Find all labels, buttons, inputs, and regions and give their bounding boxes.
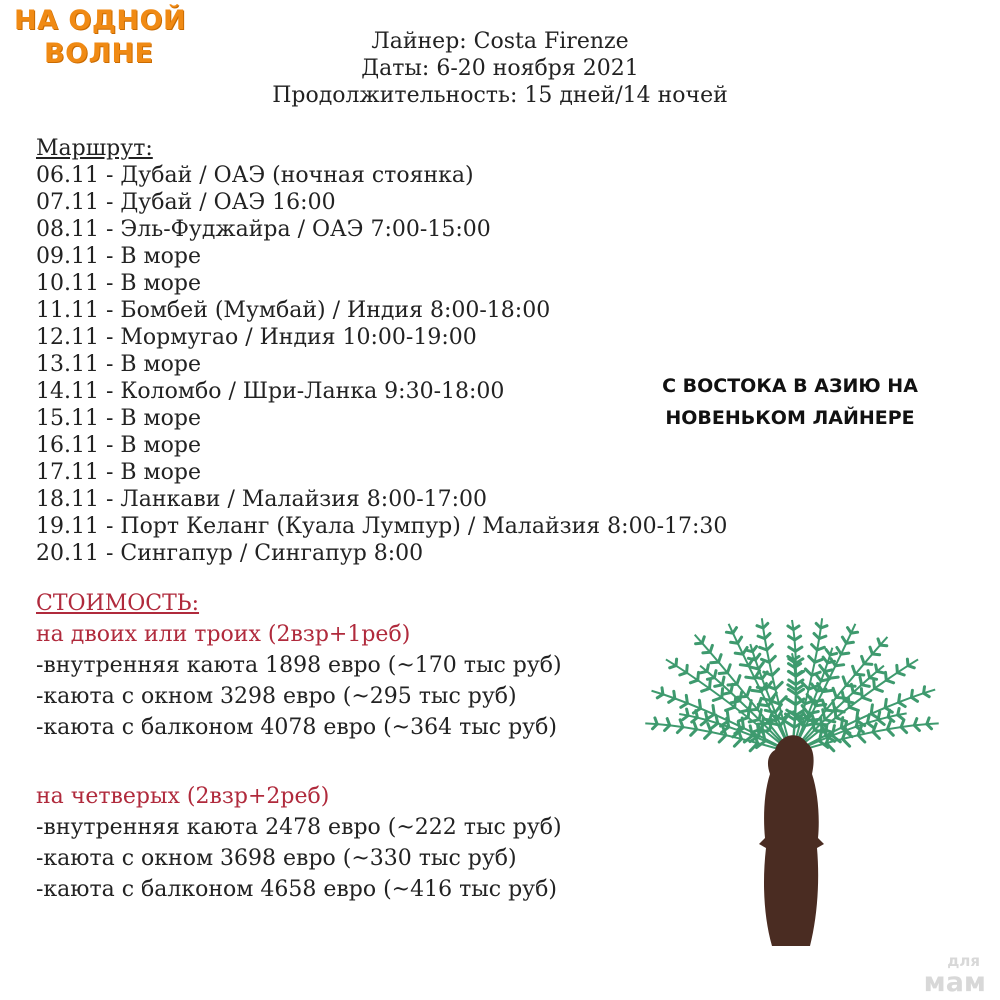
slogan-line-2: НОВЕНЬКОМ ЛАЙНЕРЕ (665, 407, 915, 429)
route-item: 15.11 - В море (36, 406, 202, 431)
slogan (620, 370, 960, 434)
price-item: -каюта с балконом 4078 евро (~364 тыс руб) (36, 715, 557, 740)
watermark-line-1: для (947, 952, 980, 970)
price-item: -внутренняя каюта 1898 евро (~170 тыс руб) (36, 653, 562, 678)
cruise-header (0, 28, 1000, 109)
route-item: 18.11 - Ланкави / Малайзия 8:00-17:00 (36, 487, 488, 512)
watermark-line-2: мам (923, 967, 986, 998)
logo-line-1: НА ОДНОЙ (14, 5, 187, 36)
route-item: 07.11 - Дубай / ОАЭ 16:00 (36, 190, 336, 215)
route-item: 12.11 - Мормугао / Индия 10:00-19:00 (36, 325, 477, 350)
route-item: 20.11 - Сингапур / Сингапур 8:00 (36, 541, 424, 566)
cruise-duration: Продолжительность: 15 дней/14 ночей (272, 83, 728, 108)
liner-name: Лайнер: Costa Firenze (371, 29, 629, 54)
watermark (924, 954, 986, 996)
price-group-heading: на четверых (2взр+2реб) (36, 784, 330, 809)
palm-tree-icon (612, 548, 972, 953)
logo-line-2: ВОЛНЕ (44, 38, 154, 69)
route-item: 08.11 - Эль-Фуджайра / ОАЭ 7:00-15:00 (36, 217, 491, 242)
route-item: 17.11 - В море (36, 460, 202, 485)
price-item: -каюта с окном 3298 евро (~295 тыс руб) (36, 684, 517, 709)
price-item: -внутренняя каюта 2478 евро (~222 тыс руб) (36, 815, 562, 840)
route-item: 06.11 - Дубай / ОАЭ (ночная стоянка) (36, 163, 474, 188)
price-section (36, 588, 562, 905)
slogan-line-1: С ВОСТОКА В АЗИЮ НА (662, 375, 918, 397)
route-list (36, 135, 727, 567)
route-item: 11.11 - Бомбей (Мумбай) / Индия 8:00-18:00 (36, 298, 551, 323)
route-item: 10.11 - В море (36, 271, 202, 296)
route-item: 16.11 - В море (36, 433, 202, 458)
cruise-dates: Даты: 6-20 ноября 2021 (361, 56, 639, 81)
section-spacer (36, 743, 562, 781)
price-title: СТОИМОСТЬ: (36, 591, 200, 616)
price-item: -каюта с балконом 4658 евро (~416 тыс руб) (36, 877, 557, 902)
route-item: 09.11 - В море (36, 244, 202, 269)
price-item: -каюта с окном 3698 евро (~330 тыс руб) (36, 846, 517, 871)
route-item: 13.11 - В море (36, 352, 202, 377)
route-item: 19.11 - Порт Келанг (Куала Лумпур) / Малайзия 8:00-17:30 (36, 514, 728, 539)
price-group-heading: на двоих или троих (2взр+1реб) (36, 622, 411, 647)
route-item: 14.11 - Коломбо / Шри-Ланка 9:30-18:00 (36, 379, 505, 404)
route-title: Маршрут: (36, 136, 153, 161)
